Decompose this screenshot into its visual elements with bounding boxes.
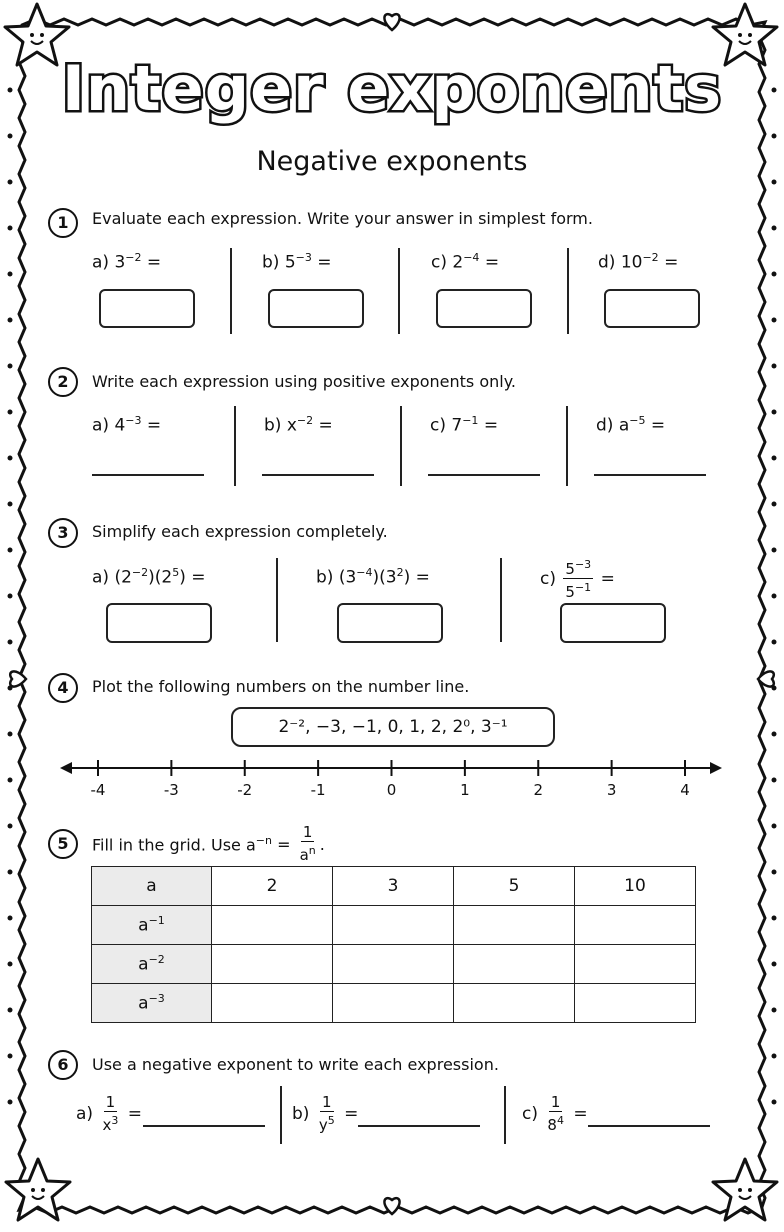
- grid-row-label: $a^{-2}$: [92, 945, 212, 984]
- grid-cell[interactable]: [454, 984, 575, 1023]
- number-line-tick-label: 4: [680, 781, 690, 799]
- border-dot: [772, 364, 777, 369]
- grid-row-label: $a^{-1}$: [92, 906, 212, 945]
- q5-instruction: Fill in the grid. Use $a^{-n}$ = $\frac{1}{a^n}$ .: [92, 823, 325, 864]
- grid-cell[interactable]: [212, 906, 333, 945]
- grid-row: [92, 984, 696, 1023]
- question-number-4: 4: [48, 673, 78, 703]
- q2-answer-line-c[interactable]: [428, 474, 540, 476]
- q2-item-d: d) $a^{-5}$ =: [596, 414, 666, 436]
- border-dot: [8, 824, 13, 829]
- divider: [500, 558, 502, 642]
- divider: [398, 248, 400, 334]
- border-dot: [772, 502, 777, 507]
- q3-instruction: Simplify each expression completely.: [92, 522, 388, 541]
- arrow-right-icon: [710, 762, 722, 774]
- border-dot: [8, 410, 13, 415]
- border-dot: [772, 1008, 777, 1013]
- border-dot: [8, 1008, 13, 1013]
- q2-item-b: b) $x^{-2}$ =: [264, 414, 333, 436]
- numbers-to-plot-box: 2⁻², −3, −1, 0, 1, 2, 2⁰, 3⁻¹: [231, 707, 555, 747]
- border-dot: [8, 732, 13, 737]
- border-dot: [772, 870, 777, 875]
- exponent-grid: [91, 866, 696, 1023]
- q3-item-b: b) $(3^{-4})(3^2)$ =: [316, 566, 430, 588]
- q1-answer-box-a[interactable]: [99, 289, 195, 328]
- question-number-1: 1: [48, 208, 78, 238]
- grid-header-cell: 2: [212, 867, 333, 906]
- grid-header-cell: 10: [575, 867, 696, 906]
- border-dot: [772, 594, 777, 599]
- grid-row: [92, 945, 696, 984]
- grid-cell[interactable]: [575, 945, 696, 984]
- q2-item-a: a) $4^{-3}$ =: [92, 414, 162, 436]
- grid-header-cell: a: [92, 867, 212, 906]
- border-dot: [772, 272, 777, 277]
- q3-answer-box-a[interactable]: [106, 603, 212, 643]
- heart-icon-top: [384, 14, 399, 30]
- question-number-2: 2: [48, 367, 78, 397]
- heart-icon-left: [10, 671, 26, 686]
- divider: [400, 406, 402, 486]
- border-dot: [8, 640, 13, 645]
- border-dot: [8, 778, 13, 783]
- q1-instruction: Evaluate each expression. Write your answer in simplest form.: [92, 209, 593, 228]
- q6-item-c: c) $\frac{1}{8^4}$ =: [522, 1093, 588, 1134]
- divider: [230, 248, 232, 334]
- border-dot: [8, 502, 13, 507]
- q1-item-a: a) $3^{-2}$ =: [92, 251, 162, 273]
- divider: [567, 248, 569, 334]
- border-dot: [8, 548, 13, 553]
- q2-answer-line-b[interactable]: [262, 474, 374, 476]
- star-icon-bottom-left: [6, 1159, 70, 1220]
- border-dot: [772, 1100, 777, 1105]
- number-line-tick-label: -3: [163, 781, 179, 799]
- q1-answer-box-c[interactable]: [436, 289, 532, 328]
- question-number-3: 3: [48, 518, 78, 548]
- q1-answer-box-b[interactable]: [268, 289, 364, 328]
- border-dot: [8, 134, 13, 139]
- number-line-tick-label: -1: [310, 781, 326, 799]
- grid-row-label: $a^{-3}$: [92, 984, 212, 1023]
- arrow-left-icon: [60, 762, 72, 774]
- grid-cell[interactable]: [454, 945, 575, 984]
- border-dot: [772, 640, 777, 645]
- divider: [504, 1086, 506, 1144]
- question-number-5: 5: [48, 829, 78, 859]
- worksheet-title: Integer exponents: [61, 52, 723, 125]
- q1-item-c: c) $2^{-4}$ =: [431, 251, 500, 273]
- border-dot: [8, 1054, 13, 1059]
- grid-cell[interactable]: [454, 906, 575, 945]
- border-dot: [772, 732, 777, 737]
- divider: [234, 406, 236, 486]
- grid-header-row: [92, 867, 696, 906]
- q6-item-a: a) $\frac{1}{x^3}$ =: [76, 1093, 143, 1134]
- border-dot: [8, 916, 13, 921]
- number-line-tick-label: 2: [533, 781, 544, 799]
- border-dot: [8, 962, 13, 967]
- q2-instruction: Write each expression using positive exponents only.: [92, 372, 516, 391]
- border-dot: [8, 594, 13, 599]
- border-dot: [772, 1054, 777, 1059]
- border-dot: [772, 456, 777, 461]
- grid-header-cell: 3: [333, 867, 454, 906]
- border-dot: [772, 916, 777, 921]
- grid-cell[interactable]: [212, 984, 333, 1023]
- q2-answer-line-a[interactable]: [92, 474, 204, 476]
- q3-item-c: c) $\frac{5^{-3}}{5^{-1}}$ =: [540, 558, 615, 601]
- grid-cell[interactable]: [333, 906, 454, 945]
- border-dot: [8, 1100, 13, 1105]
- grid-cell[interactable]: [333, 984, 454, 1023]
- grid-cell[interactable]: [575, 906, 696, 945]
- question-number-6: 6: [48, 1050, 78, 1080]
- grid-header-cell: 5: [454, 867, 575, 906]
- q2-item-c: c) $7^{-1}$ =: [430, 414, 499, 436]
- q6-answer-line-a[interactable]: [143, 1125, 265, 1127]
- number-line-tick-label: 0: [386, 781, 397, 799]
- border-dot: [8, 226, 13, 231]
- border-dot: [8, 456, 13, 461]
- q1-item-b: b) $5^{-3}$ =: [262, 251, 332, 273]
- grid-cell[interactable]: [212, 945, 333, 984]
- border-dot: [8, 318, 13, 323]
- q4-instruction: Plot the following numbers on the number line.: [92, 677, 470, 696]
- number-line-tick-label: 1: [460, 781, 470, 799]
- q3-item-a: a) $(2^{-2})(2^5)$ =: [92, 566, 206, 588]
- border-dot: [772, 962, 777, 967]
- grid-row: [92, 906, 696, 945]
- number-line-tick-label: -2: [237, 781, 253, 799]
- border-dot: [8, 364, 13, 369]
- border-dot: [772, 318, 777, 323]
- q6-answer-line-b[interactable]: [358, 1125, 480, 1127]
- number-line-tick-label: -4: [90, 781, 106, 799]
- q2-answer-line-d[interactable]: [594, 474, 706, 476]
- q1-item-d: d) $10^{-2}$ =: [598, 251, 679, 273]
- divider: [566, 406, 568, 486]
- border-dot: [772, 548, 777, 553]
- border-dot: [772, 180, 777, 185]
- divider: [280, 1086, 282, 1144]
- q3-answer-box-b[interactable]: [337, 603, 443, 643]
- q6-instruction: Use a negative exponent to write each expression.: [92, 1055, 499, 1074]
- border-dot: [772, 226, 777, 231]
- grid-cell[interactable]: [333, 945, 454, 984]
- border-dot: [8, 272, 13, 277]
- border-dot: [8, 180, 13, 185]
- q6-item-b: b) $\frac{1}{y^5}$ =: [292, 1093, 359, 1134]
- border-dot: [772, 410, 777, 415]
- grid-cell[interactable]: [575, 984, 696, 1023]
- number-line-tick-label: 3: [606, 781, 617, 799]
- worksheet-subtitle: Negative exponents: [256, 146, 528, 177]
- q6-answer-line-c[interactable]: [588, 1125, 710, 1127]
- border-dot: [8, 870, 13, 875]
- q3-answer-box-c[interactable]: [560, 603, 666, 643]
- border-dot: [772, 778, 777, 783]
- q1-answer-box-d[interactable]: [604, 289, 700, 328]
- border-dot: [772, 134, 777, 139]
- border-dot: [772, 824, 777, 829]
- divider: [276, 558, 278, 642]
